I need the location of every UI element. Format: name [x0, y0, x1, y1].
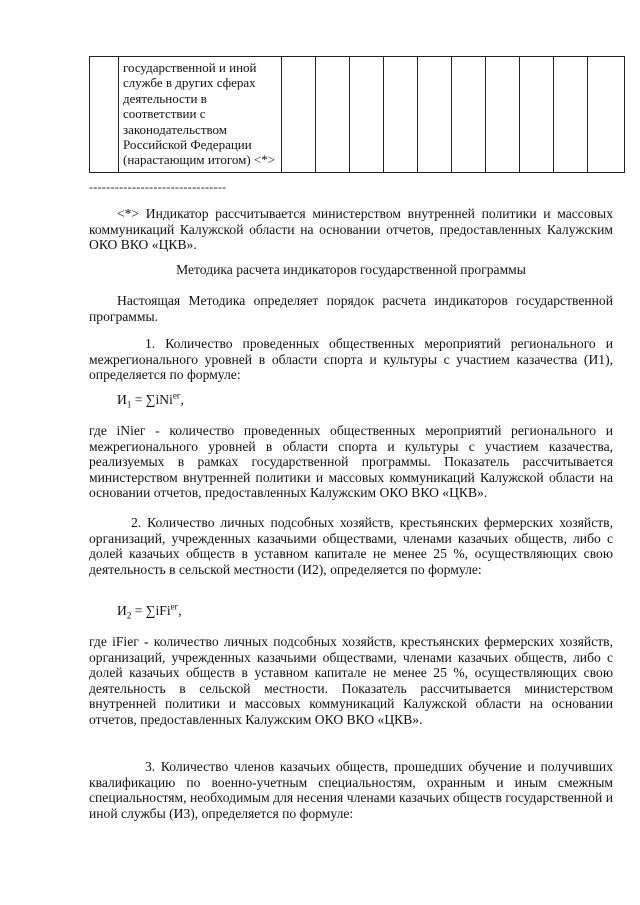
indicator-table-fragment [89, 56, 625, 173]
table-cell-value [282, 57, 316, 173]
table-cell-number [90, 57, 119, 173]
table-row [90, 57, 625, 173]
table-cell-indicator: государственной и иной службе в других сферах деятельности в соответствии с законодательством Российской Федерации (нарастающим итогом) <*> [119, 57, 282, 173]
formula-rhs: = ∑iNi [131, 392, 173, 407]
item-2-explanation: где iFiег - количество личных подсобных хозяйств, крестьянских фермерских хозяйств, организаций, учрежденных казачьими обществами, членами казачьих обществ, либо с долей казачьих обществ в уставном капитале не менее 25 %, осуществляющих свою деятельность в сельской местности. Показатель рассчитывается министерством внутренней политики и массовых коммуникаций Калужской области на основании отчетов, предоставленных Калужским ОКО ВКО «ЦКВ». [89, 634, 613, 727]
table-cell-value [316, 57, 350, 173]
methodology-intro: Настоящая Методика определяет порядок расчета индикаторов государственной программы. [89, 293, 613, 324]
table-cell-value [520, 57, 554, 173]
methodology-title: Методика расчета индикаторов государственной программы [176, 262, 526, 277]
table-cell-value [350, 57, 384, 173]
table-cell-value [384, 57, 418, 173]
formula-rhs: = ∑iFi [131, 603, 171, 618]
table-cell-value [588, 57, 625, 173]
table-cell-value [418, 57, 452, 173]
footnote-separator: -------------------------------- [89, 180, 227, 194]
formula-lhs: И [117, 392, 127, 407]
formula-rhs-superscript: ег [170, 601, 179, 612]
formula-lhs-subscript: 1 [126, 399, 132, 410]
formula-tail: , [180, 392, 184, 407]
item-1-formula [117, 392, 184, 408]
item-2-formula [117, 603, 182, 619]
formula-lhs: И [117, 603, 127, 618]
formula-rhs-superscript: ег [172, 390, 181, 401]
table-cell-value [486, 57, 520, 173]
formula-tail: , [178, 603, 182, 618]
item-3-text: 3. Количество членов казачьих обществ, прошедших обучение и получивших квалификацию по военно-учетным специальностям, охранным и иным смежным специальностям, необходимым для несения членами казачьих обществ государственной и иной службы (И3), определяется по формуле: [89, 759, 613, 821]
footnote-text: <*> Индикатор рассчитывается министерством внутренней политики и массовых коммуникаций Калужской области на основании отчетов, предоставленных Калужским ОКО ВКО «ЦКВ». [89, 206, 613, 252]
item-1-explanation: где iNiег - количество проведенных общественных мероприятий регионального и межрегионального уровней в области спорта и культуры с участием казачества, реализуемых в рамках государственной программы. Показатель рассчитывается министерством внутренней политики и массовых коммуникаций Калужской области на основании отчетов, предоставленных Калужским ОКО ВКО «ЦКВ». [89, 423, 613, 500]
table-cell-value [554, 57, 588, 173]
formula-lhs-subscript: 2 [126, 610, 132, 621]
table-cell-value [452, 57, 486, 173]
item-1-text: 1. Количество проведенных общественных мероприятий регионального и межрегионального уровней в области спорта и культуры с участием казачества (И1), определяется по формуле: [89, 336, 613, 382]
item-2-text: 2. Количество личных подсобных хозяйств, крестьянских фермерских хозяйств, организаций, учрежденных казачьими обществами, членами казачьих обществ, либо с долей казачьих обществ в уставном капитале не менее 25 %, осуществляющих свою деятельность в сельской местности (И2), определяется по формуле: [89, 515, 613, 577]
